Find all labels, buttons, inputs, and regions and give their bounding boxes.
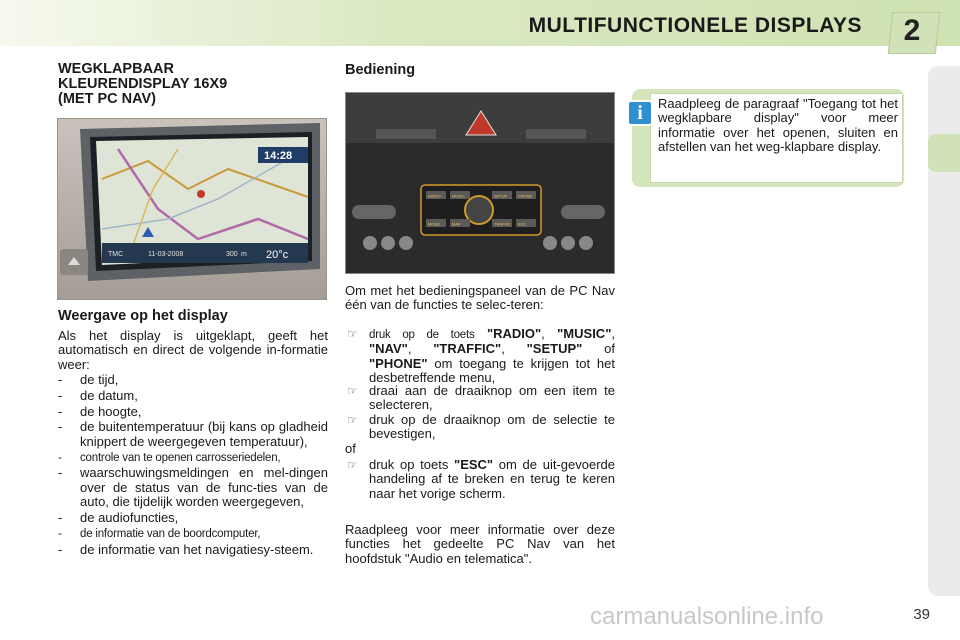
nav-display-illustration [58, 119, 327, 300]
nav-distance-unit: m [241, 251, 247, 258]
operation-step [345, 413, 615, 442]
display-info-intro: Als het display is uitgeklapt, geeft het automatisch en direct de volgende in-formatie weer: [58, 328, 328, 372]
operation-step [345, 458, 615, 501]
section-title-display [58, 62, 318, 107]
list-item: - controle van te openen carrosseriedelen, [58, 451, 281, 464]
panel-button-esc: ESC [518, 221, 527, 227]
panel-button-phone: PHONE [518, 193, 533, 199]
title-line: WEGKLAPBAAR [58, 61, 174, 77]
panel-button-mode: MODE [428, 221, 440, 227]
list-item: - waarschuwingsmeldingen en mel-dingen over de status van de func-ties van de auto, die tijdelijk worden weergegeven, [58, 465, 328, 510]
panel-button-radio: RADIO [428, 193, 441, 199]
panel-button-setup: SETUP [494, 193, 508, 199]
list-item: - de informatie van de boordcomputer, [58, 527, 261, 540]
nav-temperature: 20°c [266, 249, 289, 261]
control-panel-photo [345, 92, 615, 274]
pointing-hand-icon: ☞ [347, 384, 358, 398]
panel-button-music: MUSIC [452, 193, 465, 199]
operation-step [345, 384, 615, 413]
list-item: ☞ druk op toets "ESC" om de uit-gevoerde handeling af te breken en terug te keren naar het vorige scherm. [347, 457, 615, 501]
list-item: - de audiofuncties, [58, 510, 179, 525]
nav-time: 14:28 [264, 150, 293, 162]
nav-distance: 300 [226, 251, 238, 258]
chapter-number: 2 [903, 14, 921, 47]
section-title-controls: Bediening [345, 62, 416, 78]
nav-date: 11-03-2008 [148, 251, 184, 258]
operation-step [345, 327, 615, 386]
pointing-hand-icon: ☞ [347, 327, 358, 341]
title-line: KLEURENDISPLAY 16X9 [58, 76, 228, 92]
control-panel-illustration [346, 93, 615, 274]
section-subtitle-display-info: Weergave op het display [58, 308, 228, 324]
side-chapter-tab [928, 134, 960, 172]
controls-intro: Om met het bedieningspaneel van de PC Nav één van de functies te selec-teren: [345, 283, 615, 313]
display-info-list [58, 373, 328, 558]
nav-tmc: TMC [108, 251, 124, 258]
list-item: ☞ druk op de draaiknop om de selectie te bevestigen, [347, 412, 615, 442]
panel-button-map: MAP [452, 221, 461, 227]
or-text: of [345, 441, 356, 456]
info-text: Raadpleeg de paragraaf "Toegang tot het wegklapbare display" voor meer informatie over het openen, sluiten en afstellen van het weg-klapbare display. [658, 96, 898, 155]
page-header-title: MULTIFUNCTIONELE DISPLAYS [528, 14, 862, 37]
info-icon: i [627, 100, 653, 126]
page-number: 39 [913, 606, 930, 623]
list-item: - de informatie van het navigatiesy-steem. [58, 541, 314, 557]
list-item: ☞ druk op de toets "RADIO", "MUSIC", "NAV", "TRAFFIC", "SETUP" of "PHONE" om toegang te krijgen tot het desbetreffende menu, [347, 326, 615, 386]
title-line: (MET PC NAV) [58, 91, 157, 107]
list-item: - de datum, [58, 387, 138, 403]
pointing-hand-icon: ☞ [347, 413, 358, 427]
list-item: - de hoogte, [58, 403, 142, 419]
list-item: ☞ draai aan de draaiknop om een item te selecteren, [347, 383, 615, 413]
watermark: carmanualsonline.info [590, 603, 824, 630]
list-item: - de buitentemperatuur (bij kans op gladheid knippert de weergegeven temperatuur), [58, 419, 328, 449]
reference-note: Raadpleeg voor meer informatie over deze functies het gedeelte PC Nav van het hoofdstuk "Audio en telematica". [345, 522, 615, 566]
pointing-hand-icon: ☞ [347, 458, 358, 472]
nav-display-photo [57, 118, 327, 300]
list-item: - de tijd, [58, 372, 119, 387]
panel-button-traffic: TRAFFIC [494, 221, 511, 227]
